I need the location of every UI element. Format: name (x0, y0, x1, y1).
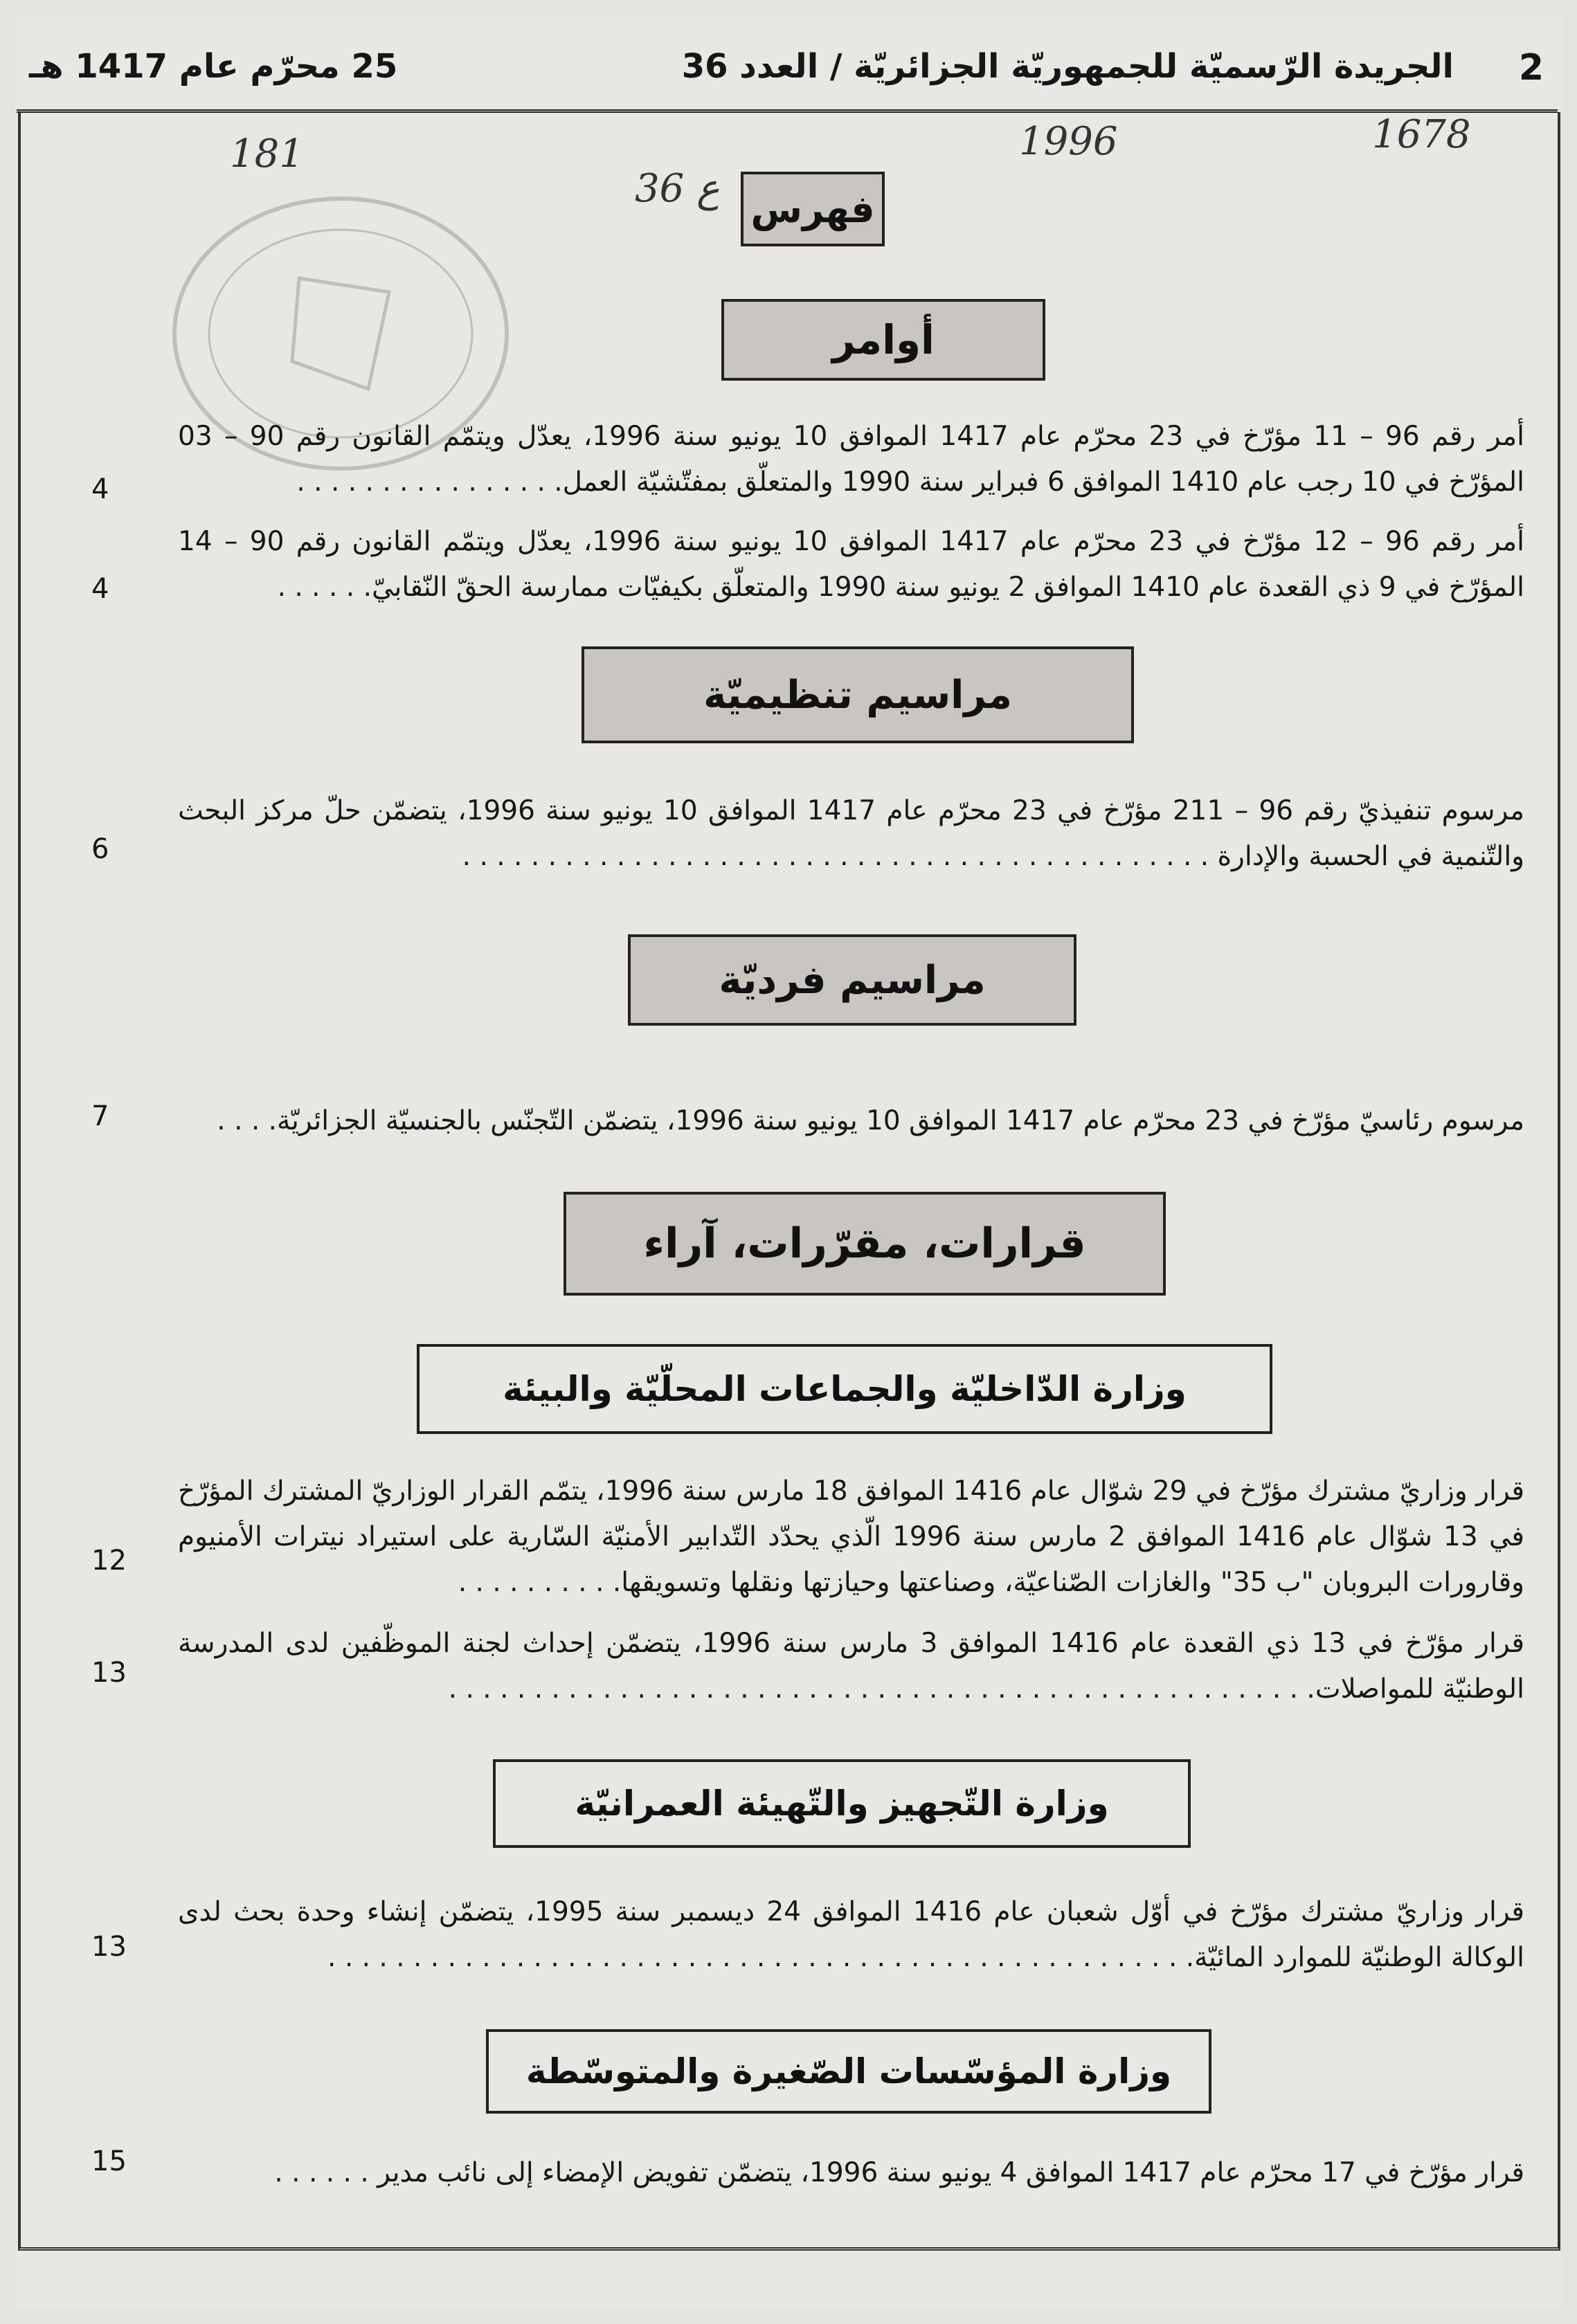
header-title: الجريدة الرّسميّة للجمهوريّة الجزائريّة / العدد 36 (681, 47, 1454, 86)
entry-page-number: 6 (91, 833, 109, 865)
section-heading: مراسيم تنظيميّة (582, 646, 1134, 743)
handwritten-note: 1996 (1019, 119, 1118, 164)
toc-entry: قرار وزاريّ مشترك مؤرّخ في أوّل شعبان عام 1416 الموافق 24 ديسمبر سنة 1995، يتضمّن إنشاء وحدة بحث لدى الوكالة الوطنيّة للموارد المائيّة. . . . . . . . . . . . . . . . . . . . . . . . . . . . . . . . . . . . . . . . . . . . . . . . . . . (178, 1896, 1524, 1973)
entry-page-number: 12 (91, 1545, 127, 1577)
gazette-page (15, 15, 1562, 2309)
toc-entry: قرار مؤرّخ في 13 ذي القعدة عام 1416 الموافق 3 مارس سنة 1996، يتضمّن إحداث لجنة الموظّفين لدى المدرسة الوطنيّة للمواصلات. . . . . . . . . . . . . . . . . . . . . . . . . . . . . . . . . . . . . . . . . . . . . . . . . . . (178, 1628, 1525, 1705)
toc-title: فهرس (741, 172, 885, 246)
section-heading: أوامر (721, 299, 1045, 381)
toc-entry: قرار وزاريّ مشترك مؤرّخ في 29 شوّال عام 1416 الموافق 18 مارس سنة 1996، يتمّم القرار الوزاريّ المشترك المؤرّخ في 13 شوّال عام 1416 الموافق 2 مارس سنة 1996 الّذي يحدّد التّدابير الأمنيّة السّارية على استيراد نيترات الأمنيوم وقارورات البروبان "ب 35" والغازات الصّناعيّة، وصناعتها وحيازتها ونقلها وتسويقها. . . . . . . . . . (178, 1476, 1524, 1598)
entry-page-number: 15 (91, 2145, 127, 2177)
section-heading: مراسيم فرديّة (628, 934, 1076, 1026)
entry-page-number: 4 (91, 473, 109, 505)
toc-entry: مرسوم رئاسيّ مؤرّخ في 23 محرّم عام 1417 الموافق 10 يونيو سنة 1996، يتضمّن التّجنّس بالجنسيّة الجزائريّة. . . . (217, 1105, 1524, 1136)
header-date: 25 محرّم عام 1417 هـ (29, 47, 398, 86)
entry-page-number: 13 (91, 1657, 127, 1689)
subsection-heading: وزارة التّجهيز والتّهيئة العمرانيّة (493, 1759, 1191, 1848)
page-header (17, 35, 1558, 111)
subsection-heading: وزارة الدّاخليّة والجماعات المحلّيّة والبيئة (417, 1344, 1272, 1434)
entry-page-number: 13 (91, 1931, 127, 1963)
entry-page-number: 7 (91, 1100, 109, 1132)
toc-entry: أمر رقم 96 – 12 مؤرّخ في 23 محرّم عام 1417 الموافق 10 يونيو سنة 1996، يعدّل ويتمّم القانون رقم 90 – 14 المؤرّخ في 9 ذي القعدة عام 1410 الموافق 2 يونيو سنة 1990 والمتعلّق بكيفيّات ممارسة الحقّ النّقابيّ. . . . . . (178, 526, 1524, 603)
handwritten-note: 36 ع (635, 166, 720, 211)
subsection-heading: وزارة المؤسّسات الصّغيرة والمتوسّطة (486, 2029, 1211, 2114)
toc-entry: مرسوم تنفيذيّ رقم 96 – 211 مؤرّخ في 23 محرّم عام 1417 الموافق 10 يونيو سنة 1996، يتضمّن حلّ مركز البحث والتّنمية في الحسبة والإدارة . . . . . . . . . . . . . . . . . . . . . . . . . . . . . . . . . . . . . . . . . . . . (178, 795, 1525, 872)
handwritten-note: 181 (230, 131, 304, 176)
section-heading: قرارات، مقرّرات، آراء (564, 1192, 1166, 1296)
header-page-number: 2 (1518, 47, 1544, 89)
toc-entry: أمر رقم 96 – 11 مؤرّخ في 23 محرّم عام 1417 الموافق 10 يونيو سنة 1996، يعدّل ويتمّم القانون رقم 90 – 03 المؤرّخ في 10 رجب عام 1410 الموافق 6 فبراير سنة 1990 والمتعلّق بمفتّشيّة العمل. . . . . . . . . . . . . . . . (178, 421, 1524, 498)
entry-page-number: 4 (91, 573, 109, 605)
toc-entry: قرار مؤرّخ في 17 محرّم عام 1417 الموافق 4 يونيو سنة 1996، يتضمّن تفويض الإمضاء إلى نائب مدير . . . . . . (274, 2157, 1524, 2188)
handwritten-note: 1678 (1372, 112, 1471, 157)
